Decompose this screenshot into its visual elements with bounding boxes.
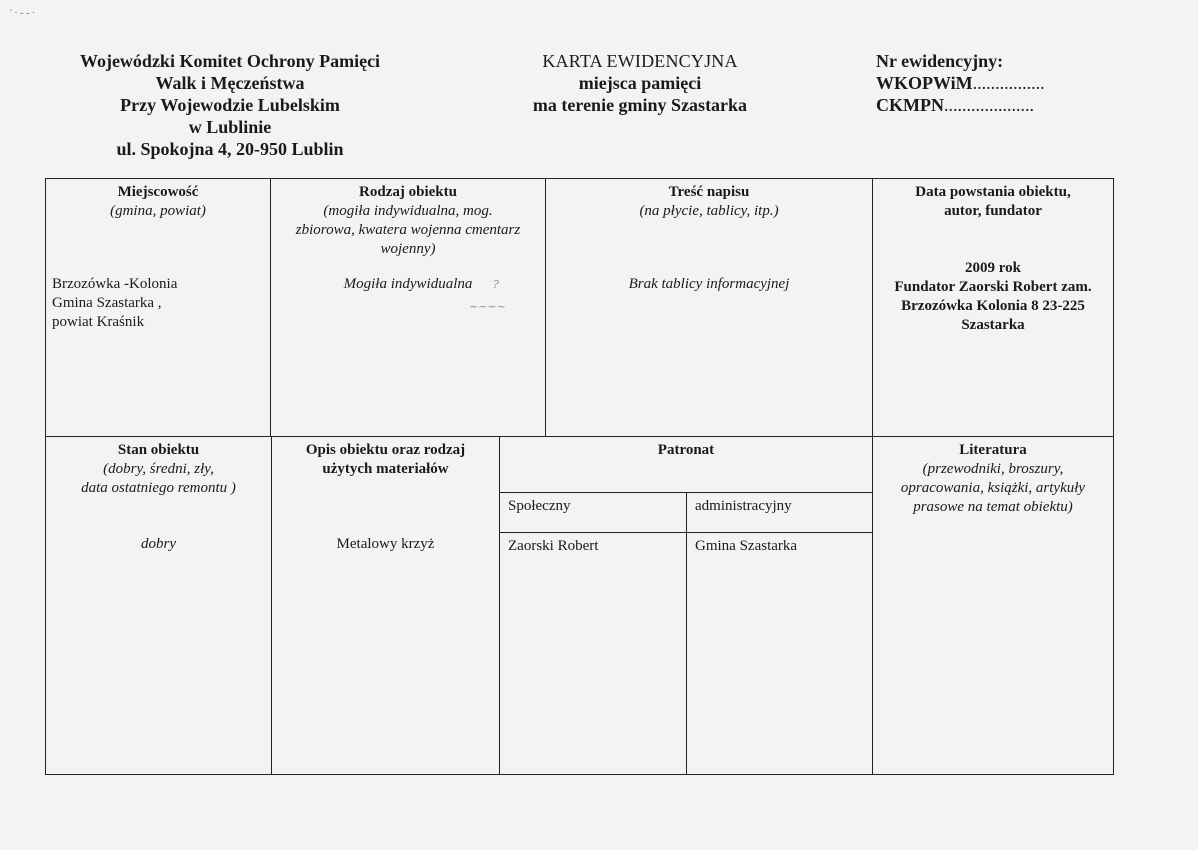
cell-patronat-administracyjny-label <box>686 492 873 533</box>
miejscowosc-value-line-1: Brzozówka -Kolonia <box>52 276 178 292</box>
handwritten-question-mark: ? <box>493 278 499 291</box>
cell-data-powstania <box>872 178 1114 437</box>
rodzaj-hint-line-3: wojenny) <box>380 241 436 257</box>
patronat-administracyjny-label: administracyjny <box>695 498 792 514</box>
literatura-hint-line-1: (przewodniki, broszury, <box>922 461 1064 477</box>
cell-patronat-spoleczny-value <box>499 532 687 775</box>
org-line-1: Wojewódzki Komitet Ochrony Pamięci <box>79 51 381 71</box>
card-subtitle-2: ma terenie gminy Szastarka <box>532 95 748 115</box>
miejscowosc-label: Miejscowość <box>117 184 199 200</box>
data-value-line-1: 2009 rok <box>965 260 1021 276</box>
data-label-line-1: Data powstania obiektu, <box>915 184 1071 200</box>
patronat-spoleczny-value: Zaorski Robert <box>508 538 599 554</box>
data-value-line-2: Fundator Zaorski Robert zam. <box>894 279 1092 295</box>
literatura-label: Literatura <box>959 442 1027 458</box>
cell-patronat-header <box>499 436 873 493</box>
opis-label-line-1: Opis obiektu oraz rodzaj <box>305 442 466 458</box>
miejscowosc-value <box>52 275 264 332</box>
registry-code-1-dots: ................ <box>972 73 1045 93</box>
rodzaj-label: Rodzaj obiektu <box>359 184 457 200</box>
miejscowosc-value-line-2: Gmina Szastarka , <box>52 295 162 311</box>
patronat-administracyjny-value: Gmina Szastarka <box>695 538 798 554</box>
cell-tresc-napisu <box>545 178 873 437</box>
literatura-hint-line-2: opracowania, książki, artykuły <box>900 480 1086 496</box>
opis-label-line-2: użytych materiałów <box>322 461 449 477</box>
card-subtitle-1: miejsca pamięci <box>578 73 702 93</box>
cell-patronat-administracyjny-value <box>686 532 873 775</box>
rodzaj-value: Mogiła indywidualna <box>343 276 473 292</box>
patronat-label: Patronat <box>657 442 715 458</box>
registry-code-2-name: CKMPN <box>876 95 944 115</box>
data-value-line-4: Szastarka <box>961 317 1025 333</box>
miejscowosc-value-line-3: powiat Kraśnik <box>52 314 145 330</box>
literatura-hint-line-3: prasowe na temat obiektu) <box>913 499 1073 515</box>
rodzaj-hint-line-1: (mogiła indywidualna, mog. <box>323 203 493 219</box>
card-title: KARTA EWIDENCYJNA <box>542 51 738 71</box>
organization-header <box>40 50 420 160</box>
registry-number-label: Nr ewidencyjny: <box>876 51 1004 71</box>
org-line-5: ul. Spokojna 4, 20-950 Lublin <box>116 139 344 159</box>
stan-value: dobry <box>141 536 176 552</box>
registry-code-1-name: WKOPWiM <box>876 73 973 93</box>
stan-hint-line-2: data ostatniego remontu ) <box>81 480 236 496</box>
scan-mark: ' · - - · <box>10 8 36 19</box>
data-value-line-3: Brzozówka Kolonia 8 23-225 <box>901 298 1085 314</box>
miejscowosc-hint: (gmina, powiat) <box>110 203 206 219</box>
data-value <box>879 259 1107 335</box>
data-label-line-2: autor, fundator <box>944 203 1042 219</box>
opis-value: Metalowy krzyż <box>336 536 435 552</box>
registry-number-block <box>876 50 1176 116</box>
org-line-4: w Lublinie <box>188 117 272 137</box>
stan-label: Stan obiektu <box>117 442 200 458</box>
card-title-block <box>480 50 800 116</box>
cell-opis-obiektu <box>271 436 500 775</box>
registry-code-2 <box>876 94 1176 116</box>
cell-stan-obiektu <box>45 436 272 775</box>
tresc-value: Brak tablicy informacyjnej <box>628 276 790 292</box>
cell-patronat-spoleczny-label <box>499 492 687 533</box>
cell-miejscowosc <box>45 178 271 437</box>
rodzaj-hint-line-2: zbiorowa, kwatera wojenna cmentarz <box>295 222 521 238</box>
cell-rodzaj-obiektu <box>270 178 546 437</box>
handwritten-scribble: ~~~~ <box>469 300 506 313</box>
org-line-2: Walk i Męczeństwa <box>155 73 305 93</box>
registry-code-1 <box>876 72 1176 94</box>
patronat-spoleczny-label: Społeczny <box>508 498 571 514</box>
org-line-3: Przy Wojewodzie Lubelskim <box>120 95 340 115</box>
tresc-label: Treść napisu <box>668 184 750 200</box>
tresc-hint: (na płycie, tablicy, itp.) <box>639 203 779 219</box>
cell-literatura <box>872 436 1114 775</box>
registry-code-2-dots: .................... <box>943 95 1034 115</box>
stan-hint-line-1: (dobry, średni, zły, <box>103 461 214 477</box>
